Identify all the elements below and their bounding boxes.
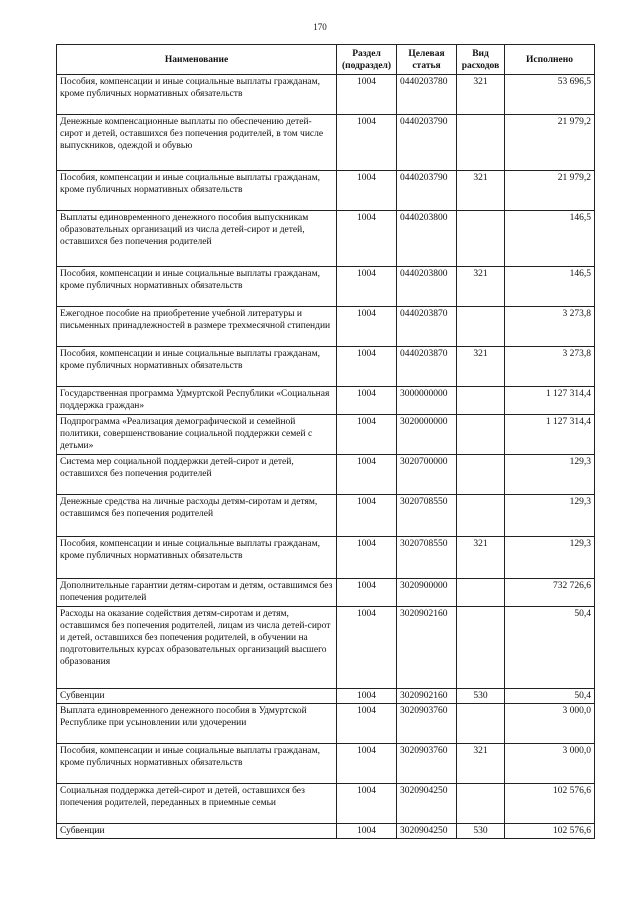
row-section: 1004: [337, 784, 397, 824]
row-target: 3020904250: [397, 824, 457, 839]
row-section: 1004: [337, 347, 397, 387]
row-target: 3020903760: [397, 744, 457, 784]
row-amount: 1 127 314,4: [505, 415, 595, 455]
row-target: 0440203870: [397, 347, 457, 387]
row-expense-type: [457, 307, 505, 347]
row-expense-type: [457, 579, 505, 607]
table-row: [57, 744, 595, 784]
row-expense-type: [457, 704, 505, 744]
table-row: [57, 704, 595, 744]
row-amount: 3 000,0: [505, 704, 595, 744]
row-amount: 1 127 314,4: [505, 387, 595, 415]
row-section: 1004: [337, 115, 397, 171]
row-expense-type: 321: [457, 537, 505, 579]
row-expense-type: [457, 784, 505, 824]
table-row: [57, 455, 595, 495]
row-target: 3000000000: [397, 387, 457, 415]
row-section: 1004: [337, 689, 397, 704]
row-target: 3020902160: [397, 689, 457, 704]
table-row: [57, 171, 595, 211]
row-section: 1004: [337, 537, 397, 579]
row-section: 1004: [337, 704, 397, 744]
header-name: Наименование: [57, 45, 337, 75]
row-target: 0440203780: [397, 75, 457, 115]
row-target: 0440203800: [397, 211, 457, 267]
row-section: 1004: [337, 211, 397, 267]
row-name: Социальная поддержка детей-сирот и детей, оставшихся без попечения родителей, переданных в приемные семьи: [57, 784, 337, 824]
table-row: [57, 267, 595, 307]
row-expense-type: 530: [457, 689, 505, 704]
row-name: Дополнительные гарантии детям-сиротам и детям, оставшимся без попечения родителей: [57, 579, 337, 607]
row-section: 1004: [337, 495, 397, 537]
table-row: [57, 115, 595, 171]
row-target: 3020902160: [397, 607, 457, 689]
row-expense-type: [457, 387, 505, 415]
row-expense-type: 530: [457, 824, 505, 839]
row-name: Пособия, компенсации и иные социальные выплаты гражданам, кроме публичных нормативных обязательств: [57, 75, 337, 115]
row-section: 1004: [337, 824, 397, 839]
row-name: Пособия, компенсации и иные социальные выплаты гражданам, кроме публичных нормативных обязательств: [57, 347, 337, 387]
row-name: Денежные компенсационные выплаты по обеспечению детей-сирот и детей, оставшихся без попечения родителей, в том числе выпускников, одеждой и обувью: [57, 115, 337, 171]
row-section: 1004: [337, 744, 397, 784]
row-amount: 3 273,8: [505, 347, 595, 387]
row-target: 3020900000: [397, 579, 457, 607]
row-amount: 21 979,2: [505, 115, 595, 171]
table-row: [57, 415, 595, 455]
table-row: [57, 537, 595, 579]
row-target: 3020708550: [397, 537, 457, 579]
row-name: Государственная программа Удмуртской Республики «Социальная поддержка граждан»: [57, 387, 337, 415]
row-name: Ежегодное пособие на приобретение учебной литературы и письменных принадлежностей в размере трехмесячной стипендии: [57, 307, 337, 347]
row-name: Система мер социальной поддержки детей-сирот и детей, оставшихся без попечения родителей: [57, 455, 337, 495]
row-amount: 146,5: [505, 267, 595, 307]
row-expense-type: 321: [457, 171, 505, 211]
row-amount: 732 726,6: [505, 579, 595, 607]
header-target: Целевая статья: [397, 45, 457, 75]
table-header-row: [57, 45, 595, 75]
budget-table: [56, 44, 595, 839]
row-name: Денежные средства на личные расходы детям-сиротам и детям, оставшимся без попечения родителей: [57, 495, 337, 537]
row-expense-type: 321: [457, 267, 505, 307]
row-amount: 102 576,6: [505, 784, 595, 824]
header-amount: Исполнено: [505, 45, 595, 75]
row-amount: 129,3: [505, 537, 595, 579]
row-name: Субвенции: [57, 689, 337, 704]
table-row: [57, 387, 595, 415]
table-row: [57, 784, 595, 824]
row-amount: 21 979,2: [505, 171, 595, 211]
row-section: 1004: [337, 267, 397, 307]
header-expense-type: Вид расходов: [457, 45, 505, 75]
row-section: 1004: [337, 307, 397, 347]
page-number: 170: [313, 22, 327, 32]
row-expense-type: [457, 415, 505, 455]
row-name: Подпрограмма «Реализация демографической и семейной политики, совершенствование социальной поддержки семей с детьми»: [57, 415, 337, 455]
table-row: [57, 607, 595, 689]
row-amount: 3 273,8: [505, 307, 595, 347]
row-name: Субвенции: [57, 824, 337, 839]
row-name: Пособия, компенсации и иные социальные выплаты гражданам, кроме публичных нормативных обязательств: [57, 744, 337, 784]
table-row: [57, 75, 595, 115]
row-target: 0440203800: [397, 267, 457, 307]
row-target: 3020708550: [397, 495, 457, 537]
row-amount: 53 696,5: [505, 75, 595, 115]
row-target: 0440203790: [397, 115, 457, 171]
row-target: 3020903760: [397, 704, 457, 744]
row-expense-type: 321: [457, 744, 505, 784]
row-expense-type: 321: [457, 347, 505, 387]
row-name: Выплаты единовременного денежного пособия выпускникам образовательных организаций из числа детей-сирот и детей, оставшихся без попечения родителей: [57, 211, 337, 267]
row-target: 3020904250: [397, 784, 457, 824]
row-expense-type: [457, 455, 505, 495]
row-expense-type: 321: [457, 75, 505, 115]
row-amount: 3 000,0: [505, 744, 595, 784]
row-section: 1004: [337, 171, 397, 211]
table-row: [57, 495, 595, 537]
row-amount: 50,4: [505, 689, 595, 704]
table-row: [57, 824, 595, 839]
table-row: [57, 211, 595, 267]
row-target: 3020700000: [397, 455, 457, 495]
row-name: Пособия, компенсации и иные социальные выплаты гражданам, кроме публичных нормативных обязательств: [57, 537, 337, 579]
table-row: [57, 347, 595, 387]
row-target: 3020000000: [397, 415, 457, 455]
row-target: 0440203790: [397, 171, 457, 211]
row-amount: 102 576,6: [505, 824, 595, 839]
row-name: Расходы на оказание содействия детям-сиротам и детям, оставшимся без попечения родителей, лицам из числа детей-сирот и детей, оставшихся без попечения родителей, в обучении на подготовительных курсах образовательных организаций высшего образования: [57, 607, 337, 689]
row-section: 1004: [337, 415, 397, 455]
row-section: 1004: [337, 387, 397, 415]
row-expense-type: [457, 495, 505, 537]
row-section: 1004: [337, 455, 397, 495]
row-section: 1004: [337, 579, 397, 607]
row-amount: 129,3: [505, 495, 595, 537]
row-amount: 129,3: [505, 455, 595, 495]
row-name: Пособия, компенсации и иные социальные выплаты гражданам, кроме публичных нормативных обязательств: [57, 171, 337, 211]
header-section: Раздел (подраздел): [337, 45, 397, 75]
row-amount: 146,5: [505, 211, 595, 267]
row-amount: 50,4: [505, 607, 595, 689]
row-name: Пособия, компенсации и иные социальные выплаты гражданам, кроме публичных нормативных обязательств: [57, 267, 337, 307]
row-section: 1004: [337, 607, 397, 689]
table-row: [57, 579, 595, 607]
row-section: 1004: [337, 75, 397, 115]
row-expense-type: [457, 211, 505, 267]
table-row: [57, 689, 595, 704]
row-expense-type: [457, 115, 505, 171]
row-expense-type: [457, 607, 505, 689]
row-target: 0440203870: [397, 307, 457, 347]
row-name: Выплата единовременного денежного пособия в Удмуртской Республике при усыновлении или удочерении: [57, 704, 337, 744]
table-row: [57, 307, 595, 347]
